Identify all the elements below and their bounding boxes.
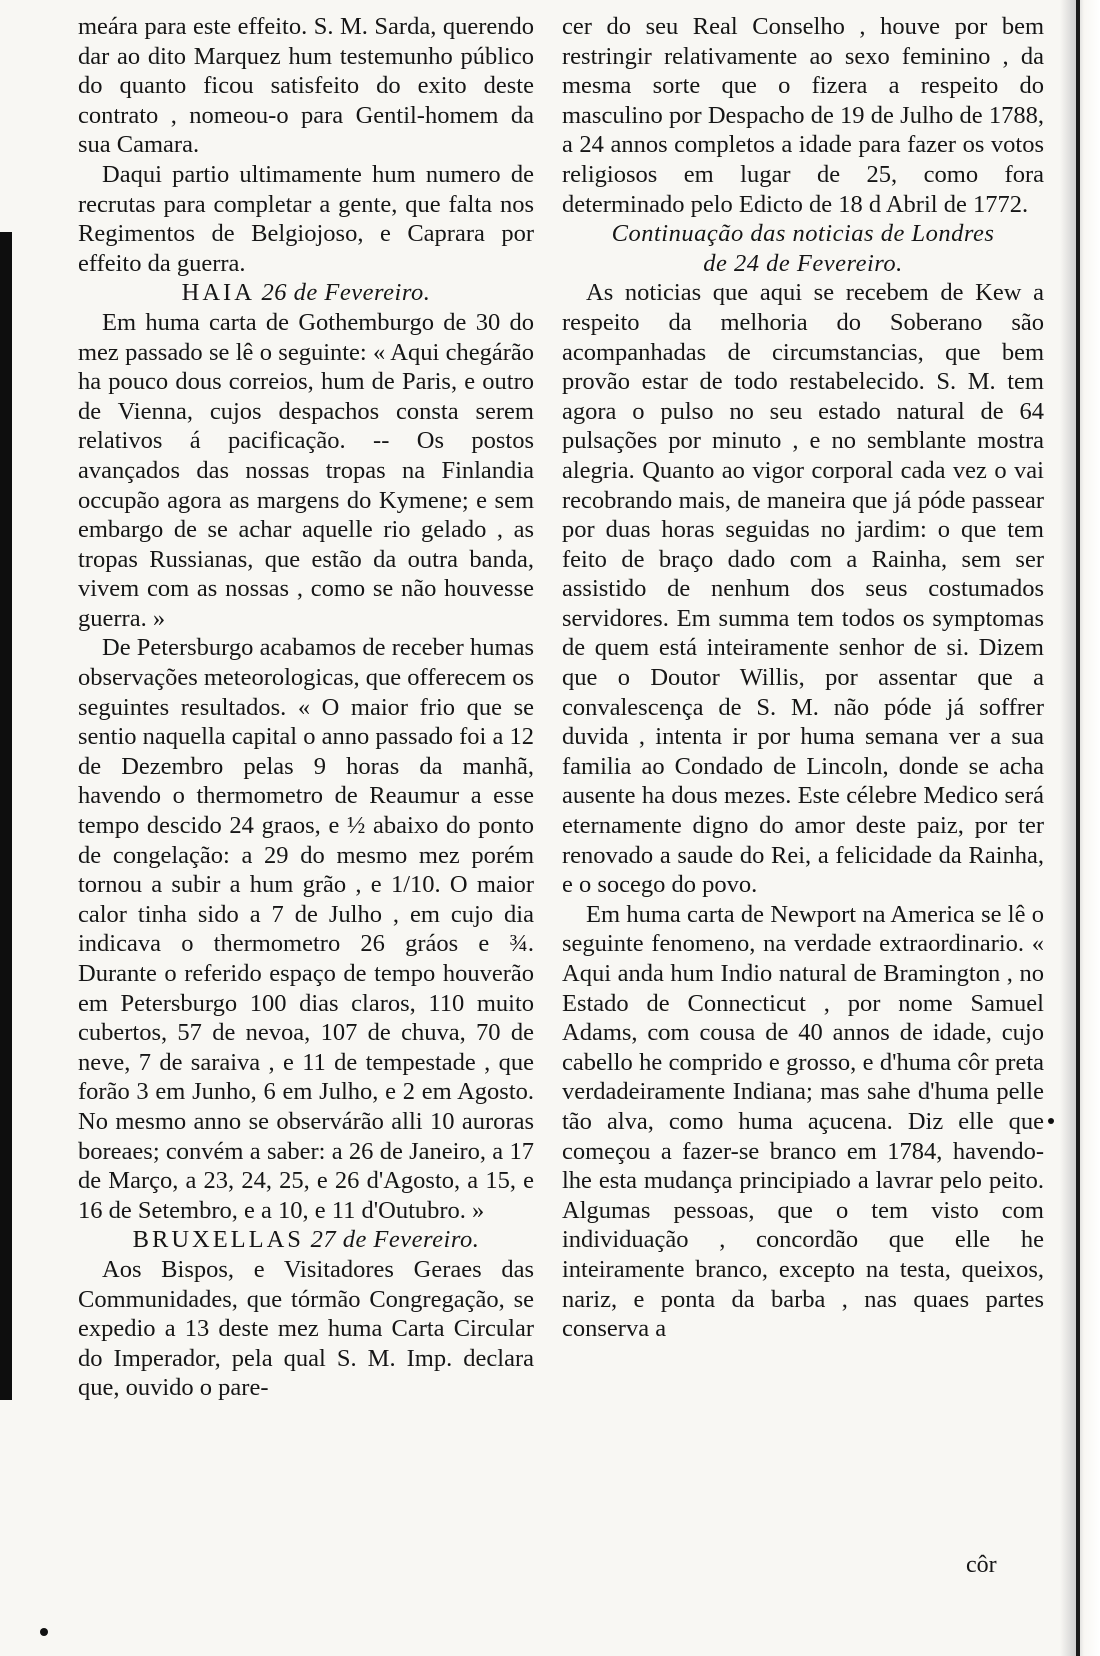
- dateline-londres-line1: Continuação das noticias de Londres: [611, 220, 995, 248]
- dateline-londres-line2: de 24 de Fevereiro.: [703, 249, 903, 277]
- page-edge-shadow-left: [0, 232, 12, 1400]
- ink-speck: [40, 1628, 48, 1636]
- paragraph-kew: As noticias que aqui se recebem de Kew a respeito da melhoria do Soberano são acompanhadas de circumstancias, que bem provão estar de todo restabelecido. S. M. tem agora o pulso no seu estado natural de 64 pulsações por minuto , e no semblante mostra alegria. Quanto ao vigor corporal cada vez o vai recobrando mais, de maneira que já póde passear por duas horas seguidas no jardim: o que tem feito de braço dado com a Rainha, sem ser assistido de nenhum dos seus costumados servidores. Em summa tem todos os symptomas de quem está inteiramente senhor de si. Dizem que o Doutor Willis, por assentar que a convalescença de S. M. não póde já soffrer duvida , intenta ir por huma semana ver a sua familia ao Condado de Lincoln, donde se acha ausente ha dous mezes. Este célebre Medico será eternamente digno do amor deste paiz, por ter renovado a saude do Rei, a felicidade da Rainha, e o socego do povo.: [562, 279, 1044, 899]
- right-column: [562, 12, 1044, 1344]
- left-column: [78, 12, 534, 1403]
- dateline-haia: [78, 278, 534, 308]
- paragraph-bispos: Aos Bispos, e Visitadores Geraes das Communidades, que tórmão Congregação, se expedio a 13 deste mez huma Carta Circular do Imperador, pela qual S. M. Imp. declara que, ouvido o pare-: [78, 1255, 534, 1402]
- paragraph-newport: Em huma carta de Newport na America se lê o seguinte fenomeno, na verdade extraordinario. « Aqui anda hum Indio natural de Bramington , no Estado de Connecticut , por nome Samuel Adams, com cousa de 40 annos de idade, cujo cabello he comprido e grosso, e d'huma côr preta verdadeiramente Indiana; mas sahe d'huma pelle tão alva, como huma açucena. Diz elle que começou a fazer-se branco em 1784, havendo-lhe esta mudança principiado a lavrar pelo peito. Algumas pessoas, que o tem visto com individuação , concordão que elle he inteiramente branco, excepto na testa, queixos, nariz, e ponta da barba , nas quaes partes conserva a: [562, 900, 1044, 1343]
- dateline-bruxellas: [78, 1225, 534, 1255]
- paragraph-conselho: cer do seu Real Conselho , houve por bem restringir relativamente ao sexo feminino , da mesma sorte que o fizera a respeito do masculino por Despacho de 19 de Julho de 1788, a 24 annos completos a idade para fazer os votos religiosos em lugar de 25, como fora determinado pelo Edicto de 18 d Abril de 1772.: [562, 13, 1044, 218]
- dateline-date: 27 de Fevereiro.: [310, 1226, 480, 1254]
- paragraph-recrutas: Daqui partio ultimamente hum numero de recrutas para completar a gente, que falta nos Regimentos de Belgiojoso, e Caprara por effeito da guerra.: [78, 160, 534, 277]
- paragraph-gothemburgo: Em huma carta de Gothemburgo de 30 do mez passado se lê o seguinte: « Aqui chegárão ha pouco dous correios, hum de Paris, e outro de Vienna, cujos despachos consta serem relativos á pacificação. -- Os postos avançados das nossas tropas na Finlandia occupão agora as margens do Kymene; e sem embargo de se achar aquelle rio gelado , as tropas Russianas, que estão da outra banda, vivem com as nossas , como se não houvesse guerra. »: [78, 308, 534, 632]
- ink-speck: [1048, 1118, 1054, 1124]
- dateline-place: BRUXELLAS: [132, 1226, 304, 1254]
- dateline-place: HAIA: [181, 279, 255, 307]
- catchword: côr: [966, 1552, 997, 1578]
- page-edge-binding-right: [1060, 0, 1100, 1656]
- paragraph-sarda: meára para este effeito. S. M. Sarda, querendo dar ao dito Marquez hum testemunho público do quanto ficou satisfeito do exito deste contrato , nomeou-o para Gentil-homem da sua Camara.: [78, 13, 534, 159]
- dateline-date: 26 de Fevereiro.: [261, 279, 431, 307]
- paragraph-petersburgo: De Petersburgo acabamos de receber humas observações meteorologicas, que offerecem os seguintes resultados. « O maior frio que se sentio naquella capital o anno passado foi a 12 de Dezembro pelas 9 horas da manhã, havendo o thermometro de Reaumur a esse tempo descido 24 graos, e ½ abaixo do ponto de congelação: a 29 do mesmo mez porém tornou a subir a hum grão , e 1/10. O maior calor tinha sido a 7 de Julho , em cujo dia indicava o thermometro 26 gráos e ¾. Durante o referido espaço de tempo houverão em Petersburgo 100 dias claros, 110 muito cubertos, 57 de nevoa, 107 de chuva, 70 de neve, 7 de saraiva , e 11 de tempestade , que forão 3 em Junho, 6 em Julho, e 2 em Agosto. No mesmo anno se observárão alli 10 auroras boreaes; convém a saber: a 26 de Janeiro, a 17 de Março, a 23, 24, 25, e 26 d'Agosto, a 15, e 16 de Setembro, e a 10, e 11 d'Outubro. »: [78, 634, 535, 1224]
